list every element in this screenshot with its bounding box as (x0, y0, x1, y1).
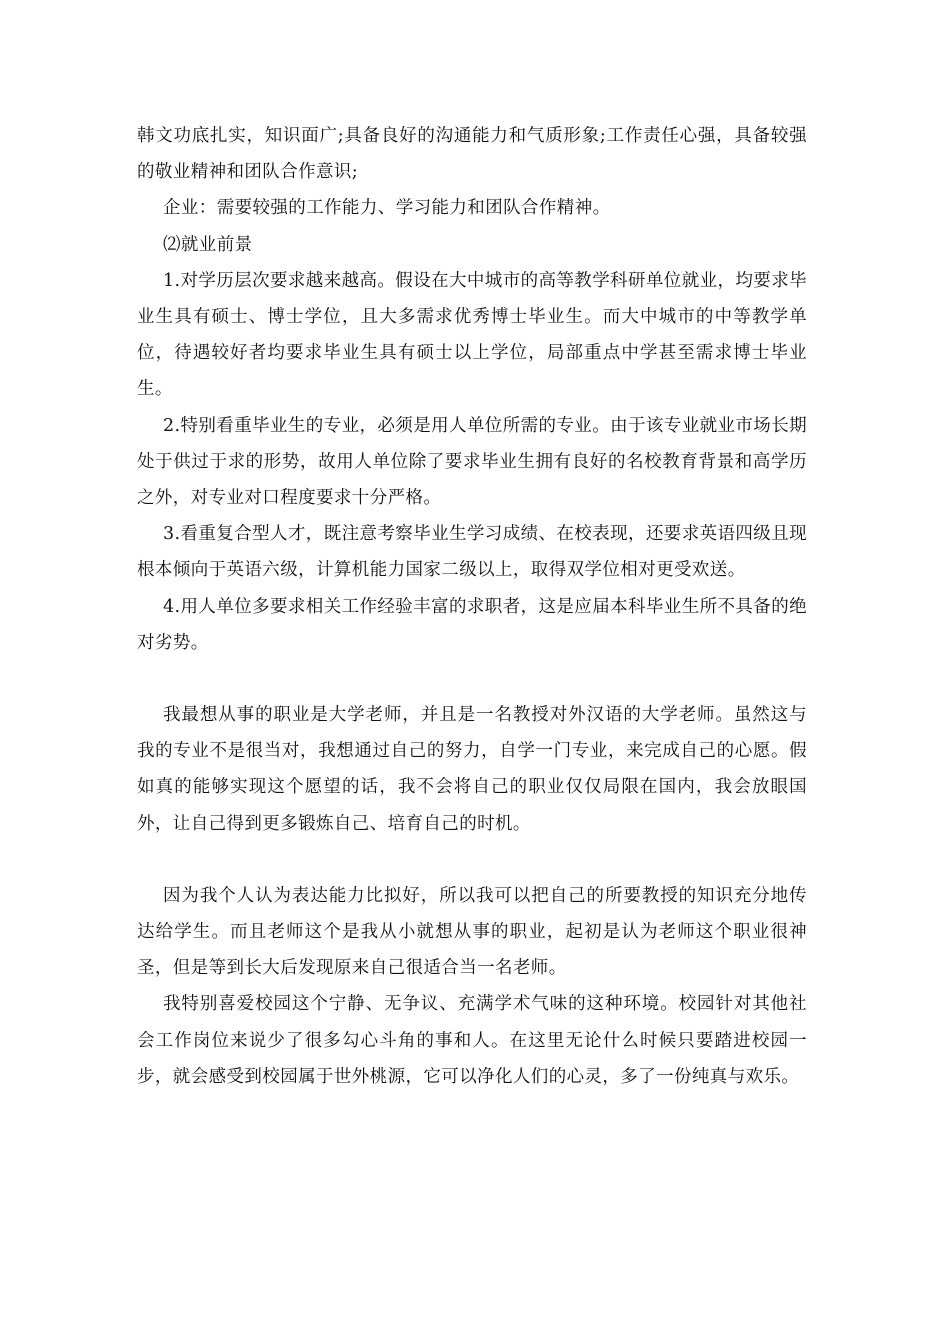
document-body (137, 118, 807, 1095)
list-item-3: 3.看重复合型人才，既注意考察毕业生学习成绩、在校表现，还要求英语四级且现根本倾向于英语六级，计算机能力国家二级以上，取得双学位相对更受欢送。 (137, 524, 807, 581)
paragraph-reason-expression: 因为我个人认为表达能力比拟好，所以我可以把自己的所要教授的知识充分地传达给学生。而且老师这个是我从小就想从事的职业，起初是认为老师这个职业很神圣，但是等到长大后发现原来自己很适合当一名老师。 (137, 885, 807, 979)
list-item-4: 4.用人单位多要求相关工作经验丰富的求职者，这是应届本科毕业生所不具备的绝对劣势。 (137, 596, 807, 653)
list-item-2: 2.特别看重毕业生的专业，必须是用人单位所需的专业。由于该专业就业市场长期处于供过于求的形势，故用人单位除了要求毕业生拥有良好的名校教育背景和高学历之外，对专业对口程度要求十分严格。 (137, 415, 807, 509)
paragraph-career-goal: 我最想从事的职业是大学老师，并且是一名教授对外汉语的大学老师。虽然这与我的专业不是很当对，我想通过自己的努力，自学一门专业，来完成自己的心愿。假如真的能够实现这个愿望的话，我不会将自己的职业仅仅局限在国内，我会放眼国外，让自己得到更多锻炼自己、培育自己的时机。 (137, 705, 807, 834)
section-heading-employment-prospects: ⑵就业前景 (163, 234, 253, 255)
paragraph-enterprise-requirements: 企业：需要较强的工作能力、学习能力和团队合作精神。 (163, 198, 611, 219)
list-item-1: 1.对学历层次要求越来越高。假设在大中城市的高等教学科研单位就业，均要求毕业生具有硕士、博士学位，且大多需求优秀博士毕业生。而大中城市的中等教学单位，待遇较好者均要求毕业生具有硕士以上学位，局部重点中学甚至需求博士毕业生。 (137, 270, 807, 400)
paragraph-requirements-continued: 韩文功底扎实，知识面广;具备良好的沟通能力和气质形象;工作责任心强，具备较强的敬业精神和团队合作意识; (137, 126, 807, 183)
paragraph-campus-environment: 我特别喜爱校园这个宁静、无争议、充满学术气味的这种环境。校园针对其他社会工作岗位来说少了很多勾心斗角的事和人。在这里无论什么时候只要踏进校园一步，就会感受到校园属于世外桃源，它可以净化人们的心灵，多了一份纯真与欢乐。 (137, 994, 807, 1087)
